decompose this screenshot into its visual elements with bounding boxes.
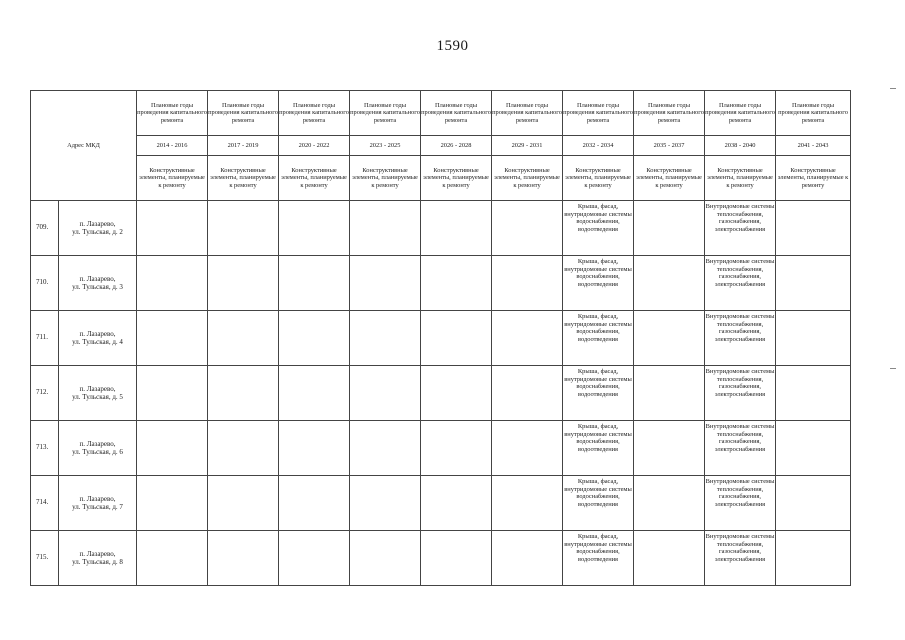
period-header: Плановые годы проведения капитального ремонта (137, 91, 208, 136)
row-number: 712. (31, 366, 59, 421)
period-years: 2041 - 2043 (776, 136, 851, 156)
address-line: п. Лазарево, (79, 549, 116, 558)
empty-cell (421, 531, 492, 586)
row-number: 713. (31, 421, 59, 476)
work-cell: Крыша, фасад, внутридомовые системы водоснабжения, водоотведения (563, 311, 634, 366)
empty-cell (776, 201, 851, 256)
empty-cell (350, 201, 421, 256)
table-row (31, 421, 851, 476)
address-header: Адрес МКД (31, 91, 137, 201)
period-header: Плановые годы проведения капитального ремонта (421, 91, 492, 136)
elements-header: Конструктивные элементы, планируемые к ремонту (279, 156, 350, 201)
elements-header: Конструктивные элементы, планируемые к ремонту (634, 156, 705, 201)
empty-cell (208, 421, 279, 476)
empty-cell (492, 421, 563, 476)
work-cell: Внутридомовые системы теплоснабжения, газоснабжения, электроснабжения (705, 311, 776, 366)
empty-cell (350, 476, 421, 531)
period-header: Плановые годы проведения капитального ремонта (563, 91, 634, 136)
period-years: 2035 - 2037 (634, 136, 705, 156)
empty-cell (421, 311, 492, 366)
empty-cell (279, 256, 350, 311)
address-cell (59, 201, 137, 256)
address-line: п. Лазарево, (79, 329, 116, 338)
elements-header: Конструктивные элементы, планируемые к ремонту (563, 156, 634, 201)
empty-cell (279, 366, 350, 421)
address-line: п. Лазарево, (79, 494, 116, 503)
empty-cell (634, 531, 705, 586)
empty-cell (350, 421, 421, 476)
work-cell: Внутридомовые системы теплоснабжения, газоснабжения, электроснабжения (705, 476, 776, 531)
empty-cell (634, 201, 705, 256)
address-cell (59, 476, 137, 531)
empty-cell (279, 421, 350, 476)
address-cell (59, 531, 137, 586)
work-cell: Крыша, фасад, внутридомовые системы водоснабжения, водоотведения (563, 421, 634, 476)
address-line: п. Лазарево, (79, 439, 116, 448)
address-cell (59, 311, 137, 366)
work-cell: Внутридомовые системы теплоснабжения, газоснабжения, электроснабжения (705, 531, 776, 586)
address-line: ул. Тульская, д. 7 (72, 503, 123, 511)
table-row (31, 256, 851, 311)
address-line: ул. Тульская, д. 4 (72, 338, 123, 346)
work-cell: Крыша, фасад, внутридомовые системы водоснабжения, водоотведения (563, 256, 634, 311)
empty-cell (350, 256, 421, 311)
address-line: п. Лазарево, (79, 219, 116, 228)
row-number: 715. (31, 531, 59, 586)
period-header: Плановые годы проведения капитального ремонта (350, 91, 421, 136)
elements-header: Конструктивные элементы, планируемые к ремонту (137, 156, 208, 201)
empty-cell (492, 366, 563, 421)
empty-cell (208, 531, 279, 586)
empty-cell (208, 476, 279, 531)
table-row (31, 366, 851, 421)
row-number: 710. (31, 256, 59, 311)
empty-cell (634, 421, 705, 476)
period-years: 2020 - 2022 (279, 136, 350, 156)
capital-repair-table (30, 90, 851, 586)
empty-cell (208, 366, 279, 421)
row-number: 709. (31, 201, 59, 256)
period-header: Плановые годы проведения капитального ремонта (776, 91, 851, 136)
elements-header: Конструктивные элементы, планируемые к ремонту (421, 156, 492, 201)
header-elements-row (31, 156, 851, 201)
elements-header: Конструктивные элементы, планируемые к ремонту (492, 156, 563, 201)
address-line: ул. Тульская, д. 6 (72, 448, 123, 456)
empty-cell (208, 201, 279, 256)
period-header: Плановые годы проведения капитального ремонта (705, 91, 776, 136)
table-row (31, 476, 851, 531)
work-cell: Крыша, фасад, внутридомовые системы водоснабжения, водоотведения (563, 366, 634, 421)
empty-cell (634, 311, 705, 366)
period-years: 2029 - 2031 (492, 136, 563, 156)
address-cell (59, 366, 137, 421)
empty-cell (137, 531, 208, 586)
table-row (31, 531, 851, 586)
empty-cell (492, 256, 563, 311)
empty-cell (634, 476, 705, 531)
address-line: п. Лазарево, (79, 384, 116, 393)
empty-cell (279, 531, 350, 586)
empty-cell (421, 366, 492, 421)
address-cell (59, 421, 137, 476)
work-cell: Внутридомовые системы теплоснабжения, газоснабжения, электроснабжения (705, 421, 776, 476)
empty-cell (776, 476, 851, 531)
address-line: ул. Тульская, д. 8 (72, 558, 123, 566)
row-number: 714. (31, 476, 59, 531)
period-years: 2023 - 2025 (350, 136, 421, 156)
period-years: 2032 - 2034 (563, 136, 634, 156)
scan-mark (890, 88, 896, 89)
empty-cell (350, 311, 421, 366)
work-cell: Крыша, фасад, внутридомовые системы водоснабжения, водоотведения (563, 476, 634, 531)
work-cell: Внутридомовые системы теплоснабжения, газоснабжения, электроснабжения (705, 201, 776, 256)
header-period-row (31, 91, 851, 136)
empty-cell (137, 476, 208, 531)
work-cell: Крыша, фасад, внутридомовые системы водоснабжения, водоотведения (563, 531, 634, 586)
empty-cell (421, 476, 492, 531)
empty-cell (492, 201, 563, 256)
period-header: Плановые годы проведения капитального ремонта (492, 91, 563, 136)
empty-cell (137, 366, 208, 421)
address-line: ул. Тульская, д. 2 (72, 228, 123, 236)
empty-cell (279, 311, 350, 366)
address-line: п. Лазарево, (79, 274, 116, 283)
period-header: Плановые годы проведения капитального ремонта (634, 91, 705, 136)
empty-cell (634, 366, 705, 421)
empty-cell (137, 311, 208, 366)
empty-cell (492, 476, 563, 531)
row-number: 711. (31, 311, 59, 366)
empty-cell (776, 366, 851, 421)
period-header: Плановые годы проведения капитального ремонта (208, 91, 279, 136)
work-cell: Крыша, фасад, внутридомовые системы водоснабжения, водоотведения (563, 201, 634, 256)
header-years-row (31, 136, 851, 156)
empty-cell (492, 531, 563, 586)
elements-header: Конструктивные элементы, планируемые к ремонту (208, 156, 279, 201)
empty-cell (421, 201, 492, 256)
empty-cell (776, 421, 851, 476)
empty-cell (776, 531, 851, 586)
period-years: 2017 - 2019 (208, 136, 279, 156)
empty-cell (279, 476, 350, 531)
empty-cell (137, 256, 208, 311)
empty-cell (776, 311, 851, 366)
elements-header: Конструктивные элементы, планируемые к ремонту (350, 156, 421, 201)
empty-cell (350, 531, 421, 586)
address-line: ул. Тульская, д. 5 (72, 393, 123, 401)
elements-header: Конструктивные элементы, планируемые к ремонту (776, 156, 851, 201)
empty-cell (208, 256, 279, 311)
empty-cell (776, 256, 851, 311)
period-years: 2026 - 2028 (421, 136, 492, 156)
empty-cell (421, 256, 492, 311)
empty-cell (137, 201, 208, 256)
work-cell: Внутридомовые системы теплоснабжения, газоснабжения, электроснабжения (705, 256, 776, 311)
empty-cell (350, 366, 421, 421)
empty-cell (421, 421, 492, 476)
address-cell (59, 256, 137, 311)
empty-cell (634, 256, 705, 311)
empty-cell (492, 311, 563, 366)
period-header: Плановые годы проведения капитального ремонта (279, 91, 350, 136)
period-years: 2014 - 2016 (137, 136, 208, 156)
address-line: ул. Тульская, д. 3 (72, 283, 123, 291)
scan-mark (890, 368, 896, 369)
empty-cell (137, 421, 208, 476)
table-row (31, 311, 851, 366)
empty-cell (279, 201, 350, 256)
period-years: 2038 - 2040 (705, 136, 776, 156)
work-cell: Внутридомовые системы теплоснабжения, газоснабжения, электроснабжения (705, 366, 776, 421)
table-row (31, 201, 851, 256)
empty-cell (208, 311, 279, 366)
page-number: 1590 (436, 38, 469, 54)
elements-header: Конструктивные элементы, планируемые к ремонту (705, 156, 776, 201)
